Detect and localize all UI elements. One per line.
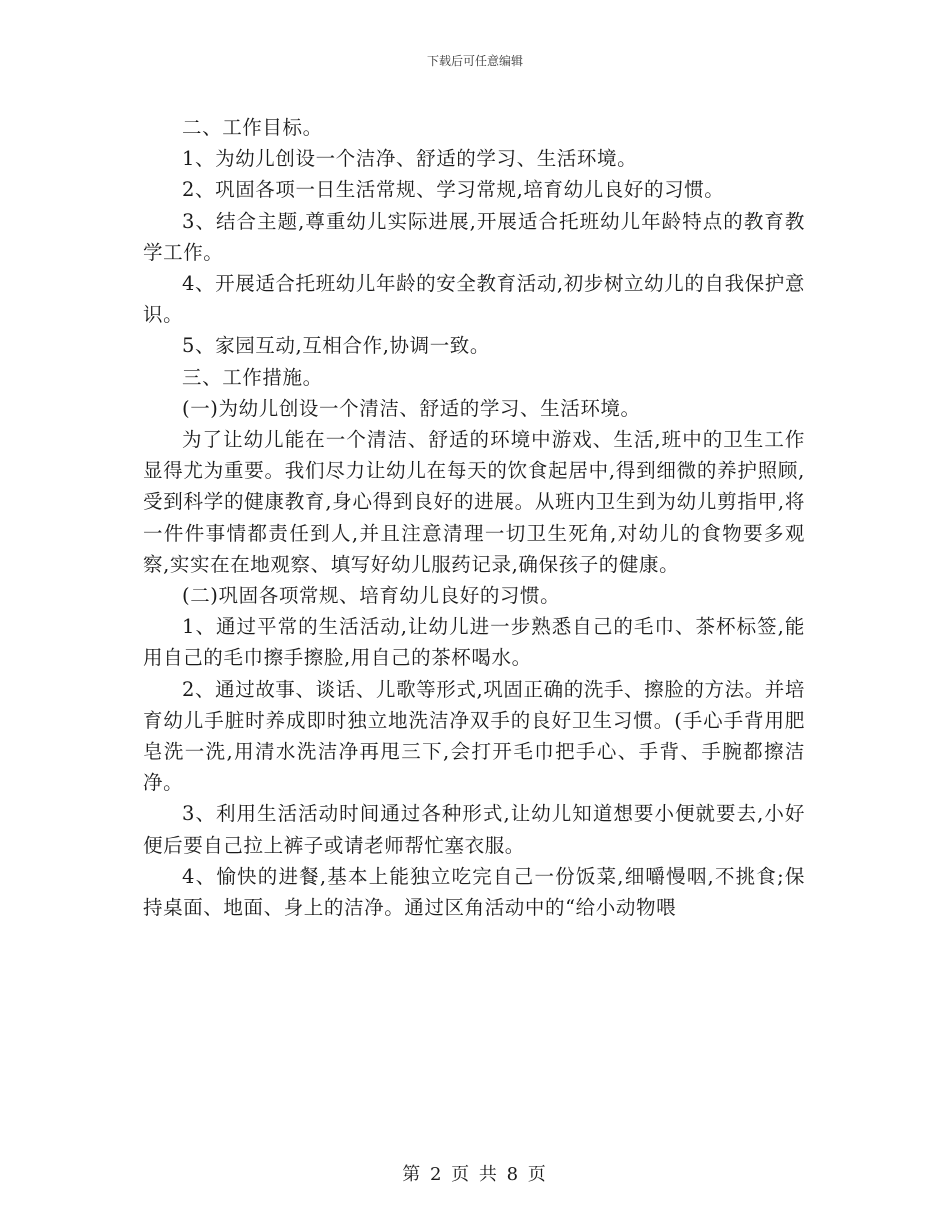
body-paragraph: 为了让幼儿能在一个清洁、舒适的环境中游戏、生活,班中的卫生工作显得尤为重要。我们尽力让幼儿在每天的饮食起居中,得到细微的养护照顾,受到科学的健康教育,身心得到良好的进展。从班内卫生到为幼儿剪指甲,将一件件事情都责任到人,并且注意清理一切卫生死角,对幼儿的食物要多观察,实实在在地观察、填写好幼儿服药记录,确保孩子的健康。 — [143, 428, 805, 576]
habit-item-2: 2、通过故事、谈话、儿歌等形式,巩固正确的洗手、擦脸的方法。并培育幼儿手脏时养成即时独立地洗洁净双手的良好卫生习惯。(手心手背用肥皂洗一洗,用清水洗洁净再甩三下,会打开毛巾把手心、手背、手腕都擦洁净。 — [143, 677, 805, 795]
goal-item-2: 2、巩固各项一日生活常规、学习常规,培育幼儿良好的习惯。 — [182, 178, 725, 202]
goal-item-3: 3、结合主题,尊重幼儿实际进展,开展适合托班幼儿年龄特点的教育教学工作。 — [143, 209, 805, 264]
habit-item-3: 3、利用生活活动时间通过各种形式,让幼儿知道想要小便就要去,小好便后要自己拉上裤子或请老师帮忙塞衣服。 — [143, 802, 805, 857]
habit-item-4: 4、愉快的进餐,基本上能独立吃完自己一份饭菜,细嚼慢咽,不挑食;保持桌面、地面、身上的洁净。通过区角活动中的“给小动物喂 — [143, 864, 805, 920]
page-footer: 第 2 页 共 8 页 — [402, 1164, 548, 1185]
document-body — [143, 112, 805, 923]
goal-item-1: 1、为幼儿创设一个洁净、舒适的学习、生活环境。 — [182, 147, 638, 171]
page-header: 下载后可任意编辑 — [426, 54, 523, 68]
goal-item-4: 4、开展适合托班幼儿年龄的安全教育活动,初步树立幼儿的自我保护意识。 — [143, 272, 805, 327]
section-heading-goals: 二、工作目标。 — [182, 116, 323, 139]
goal-item-5: 5、家园互动,互相合作,协调一致。 — [182, 334, 491, 358]
section-heading-measures: 三、工作措施。 — [182, 365, 323, 389]
habit-item-1: 1、通过平常的生活活动,让幼儿进一步熟悉自己的毛巾、茶杯标签,能用自己的毛巾擦手擦脸,用自己的茶杯喝水。 — [143, 615, 805, 670]
subsection-heading-1: (一)为幼儿创设一个清洁、舒适的学习、生活环境。 — [182, 396, 641, 420]
subsection-heading-2: (二)巩固各项常规、培育幼儿良好的习惯。 — [182, 584, 561, 608]
